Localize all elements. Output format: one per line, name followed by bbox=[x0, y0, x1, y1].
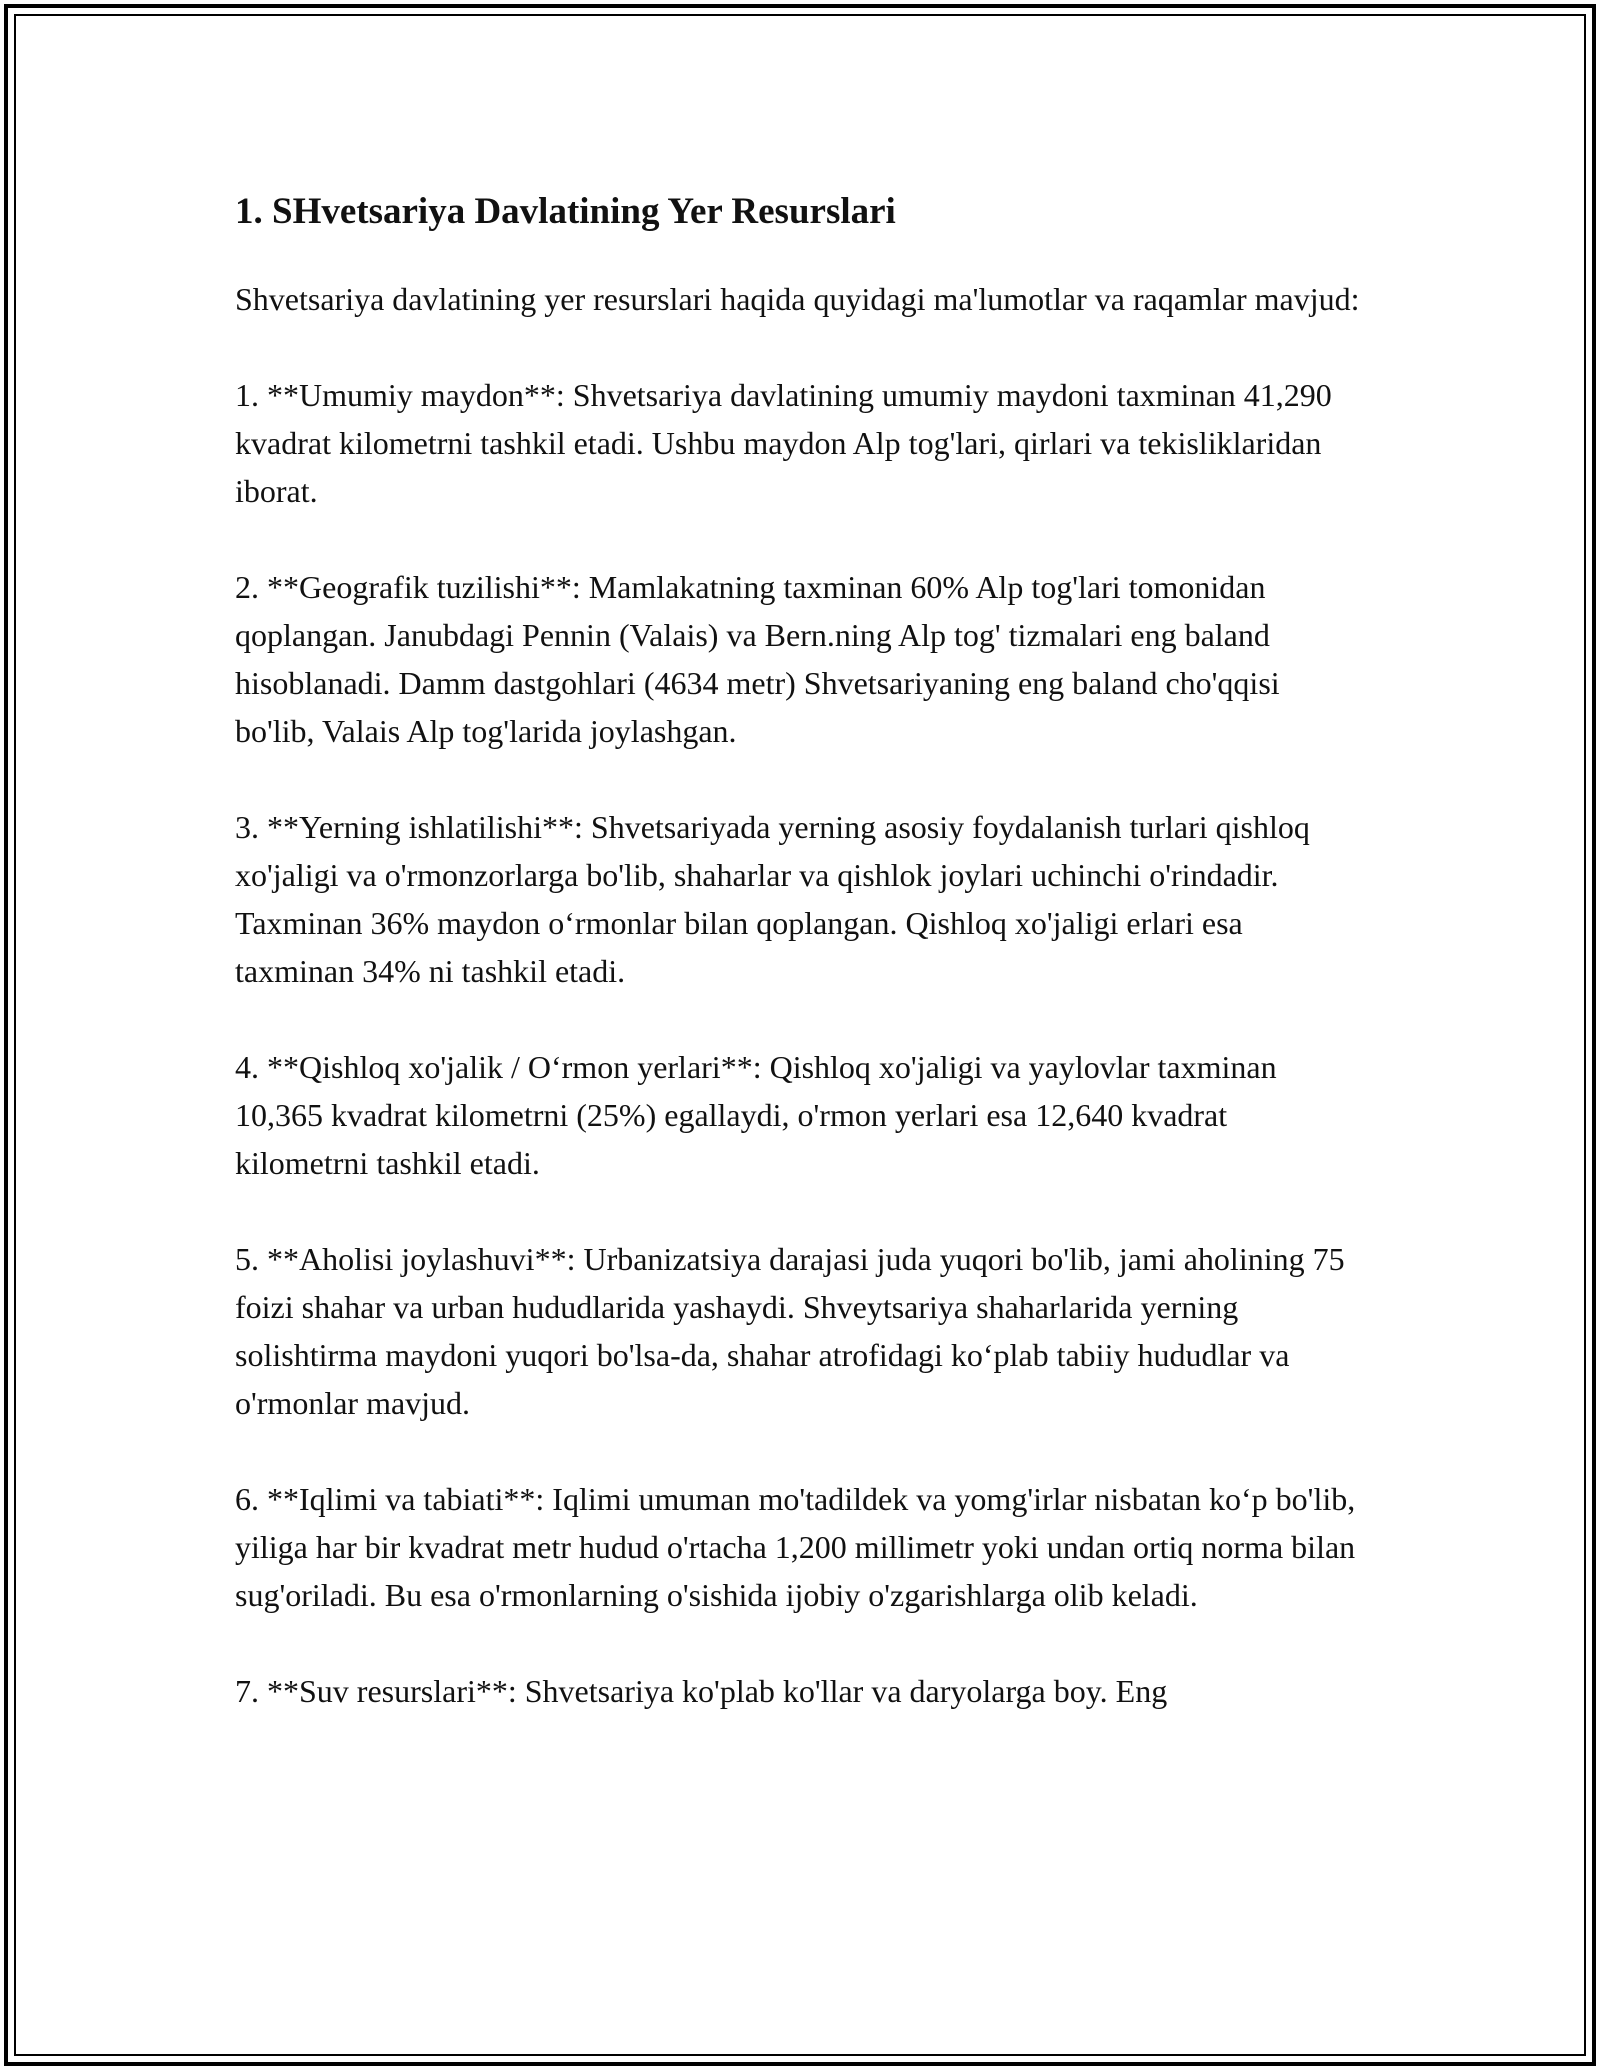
list-item: 4. **Qishloq xo'jalik / O‘rmon yerlari**: Qishloq xo'jaligi va yaylovlar taxminan 10,365 kvadrat kilometrni (25%) egallaydi, o'rmon yerlari esa 12,640 kvadrat kilometrni tashkil etadi. bbox=[235, 1049, 1277, 1181]
intro-paragraph: Shvetsariya davlatining yer resurslari haqida quyidagi ma'lumotlar va raqamlar mavjud: bbox=[235, 281, 1360, 317]
document-page bbox=[235, 185, 1365, 1763]
document-title: 1. SHvetsariya Davlatining Yer Resurslari bbox=[235, 191, 896, 232]
list-item: 2. **Geografik tuzilishi**: Mamlakatning taxminan 60% Alp tog'lari tomonidan qoplangan. Janubdagi Pennin (Valais) va Bern.ning Alp tog' tizmalari eng baland hisoblanadi. Damm dastgohlari (4634 metr) Shvetsariyaning eng baland cho'qqisi bo'lib, Valais Alp tog'larida joylashgan. bbox=[235, 569, 1280, 749]
list-item: 6. **Iqlimi va tabiati**: Iqlimi umuman mo'tadildek va yomg'irlar nisbatan ko‘p bo'lib, yiliga har bir kvadrat metr hudud o'rtacha 1,200 millimetr yoki undan ortiq norma bilan sug'oriladi. Bu esa o'rmonlarning o'sishida ijobiy o'zgarishlarga olib keladi. bbox=[235, 1481, 1356, 1613]
list-item: 7. **Suv resurslari**: Shvetsariya ko'plab ko'llar va daryolarga boy. Eng bbox=[235, 1673, 1168, 1709]
list-item: 5. **Aholisi joylashuvi**: Urbanizatsiya darajasi juda yuqori bo'lib, jami aholining 75 foizi shahar va urban hududlarida yashaydi. Shveytsariya shaharlarida yerning solishtirma maydoni yuqori bo'lsa-da, shahar atrofidagi ko‘plab tabiiy hududlar va o'rmonlar mavjud. bbox=[235, 1241, 1345, 1421]
list-item: 1. **Umumiy maydon**: Shvetsariya davlatining umumiy maydoni taxminan 41,290 kvadrat kilometrni tashkil etadi. Ushbu maydon Alp tog'lari, qirlari va tekisliklaridan iborat. bbox=[235, 377, 1332, 509]
list-item: 3. **Yerning ishlatilishi**: Shvetsariyada yerning asosiy foydalanish turlari qishloq xo'jaligi va o'rmonzorlarga bo'lib, shaharlar va qishlok joylari uchinchi o'rindadir. Taxminan 36% maydon o‘rmonlar bilan qoplangan. Qishloq xo'jaligi erlari esa taxminan 34% ni tashkil etadi. bbox=[235, 809, 1310, 989]
